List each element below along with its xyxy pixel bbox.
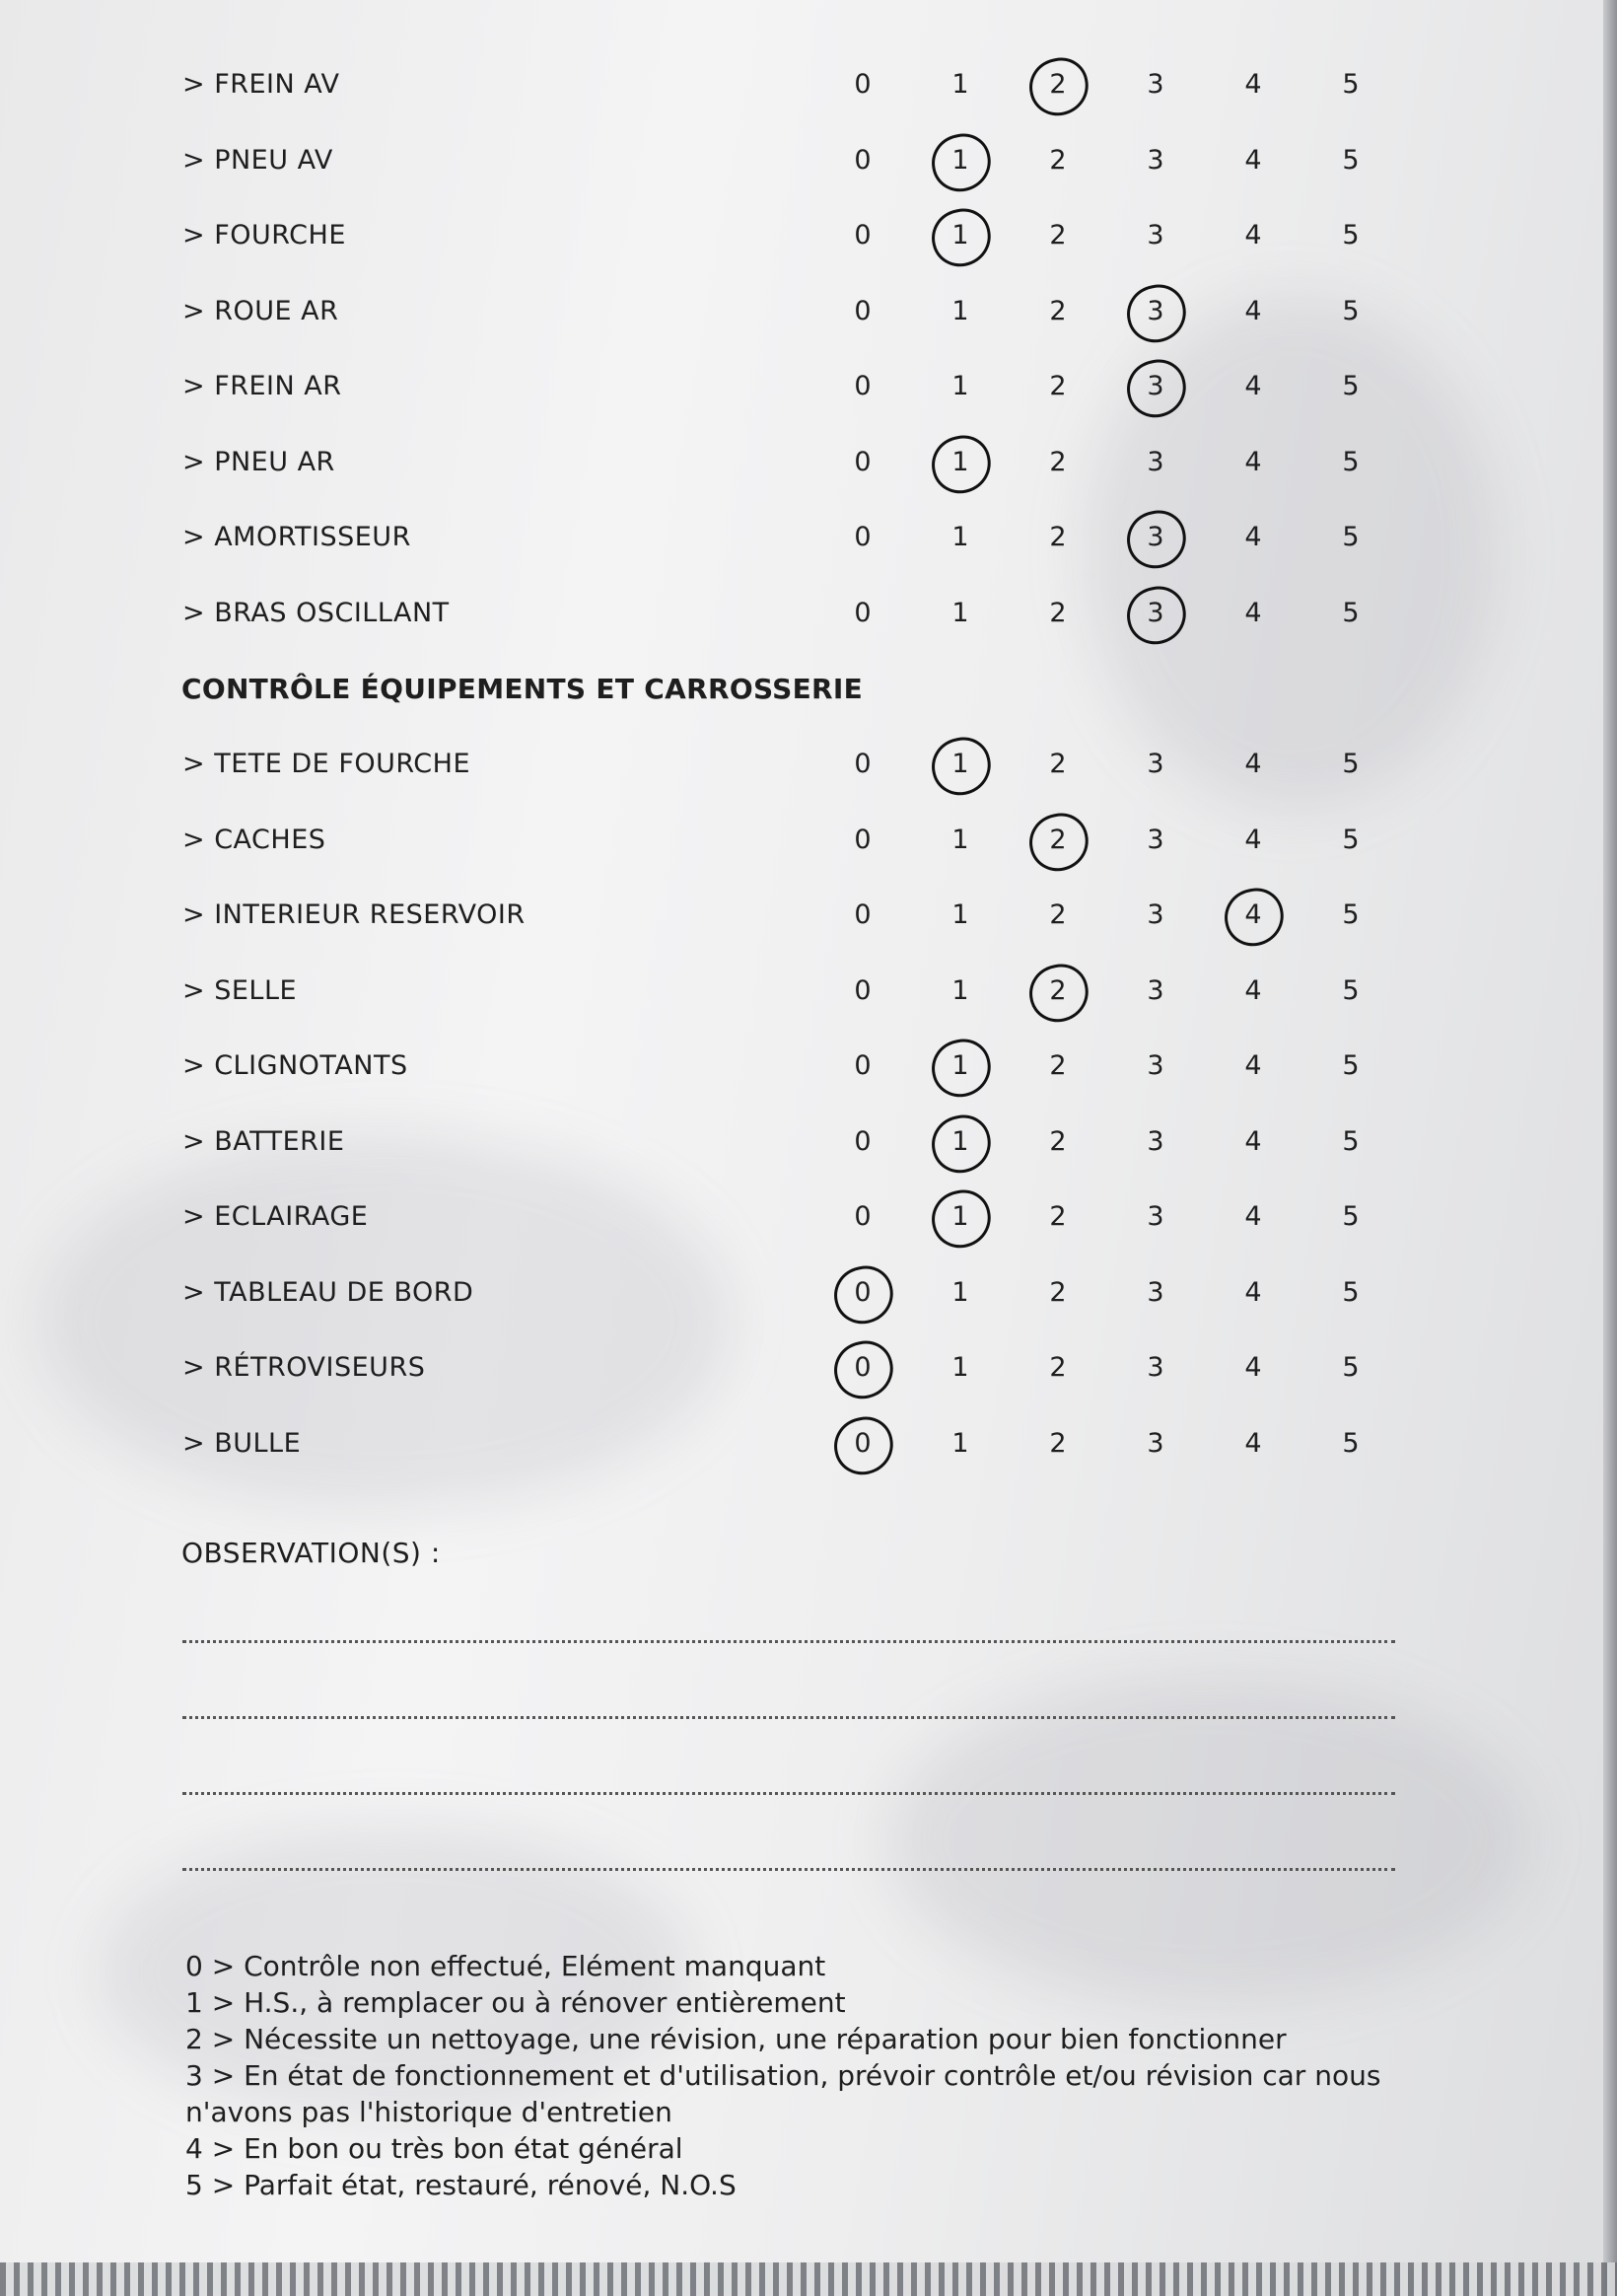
score-option[interactable]: 3 (1147, 69, 1164, 100)
rating-row (0, 1338, 1617, 1398)
score-option[interactable]: 2 (1049, 220, 1067, 251)
score-option[interactable]: 4 (1244, 1276, 1262, 1308)
legend-item: 2 > Nécessite un nettoyage, une révision, une réparation pour bien fonctionner (185, 2023, 1287, 2055)
score-option[interactable]: 5 (1342, 522, 1360, 552)
score-option[interactable]: 3 (1147, 220, 1164, 251)
score-option-circled[interactable]: 4 (1224, 886, 1283, 945)
row-label: > CLIGNOTANTS (182, 1050, 408, 1081)
score-option[interactable]: 3 (1147, 749, 1164, 779)
rating-row (0, 55, 1617, 114)
score-option[interactable]: 2 (1049, 1276, 1067, 1308)
score-option-circled[interactable]: 2 (1028, 811, 1088, 870)
rating-row (0, 886, 1617, 945)
score-option[interactable]: 4 (1244, 446, 1262, 477)
observation-line[interactable] (182, 1792, 1395, 1795)
observations-title: OBSERVATION(S) : (181, 1537, 441, 1569)
legend-item: 3 > En état de fonctionnement et d'utilisation, prévoir contrôle et/ou révision car nous n'avons pas l'historique d'entretien (185, 2059, 1381, 2128)
rating-row (0, 735, 1617, 794)
legend-item: 4 > En bon ou très bon état général (185, 2132, 683, 2165)
score-option[interactable]: 0 (854, 899, 872, 930)
score-option[interactable]: 0 (854, 1125, 872, 1157)
rating-row (0, 1187, 1617, 1247)
observation-line[interactable] (182, 1716, 1395, 1719)
score-option[interactable]: 4 (1244, 1201, 1262, 1232)
score-option[interactable]: 3 (1147, 1201, 1164, 1232)
score-option[interactable]: 0 (854, 144, 872, 176)
row-label: > BULLE (182, 1427, 302, 1459)
rating-row (0, 962, 1617, 1021)
score-option[interactable]: 2 (1049, 899, 1067, 930)
score-option-circled[interactable]: 0 (833, 1338, 892, 1398)
score-option[interactable]: 4 (1244, 1352, 1262, 1383)
score-option[interactable]: 4 (1244, 824, 1262, 855)
row-label: > TABLEAU DE BORD (182, 1276, 474, 1308)
score-option-circled[interactable]: 1 (931, 433, 990, 492)
score-option[interactable]: 3 (1147, 1352, 1164, 1383)
score-option[interactable]: 5 (1342, 220, 1360, 251)
score-option[interactable]: 5 (1342, 899, 1360, 930)
score-option[interactable]: 5 (1342, 1050, 1360, 1081)
rating-row (0, 508, 1617, 567)
score-option[interactable]: 2 (1049, 1125, 1067, 1157)
score-option[interactable]: 0 (854, 749, 872, 779)
score-option[interactable]: 2 (1049, 144, 1067, 176)
score-option[interactable]: 4 (1244, 220, 1262, 251)
score-option-circled[interactable]: 3 (1126, 584, 1185, 643)
score-option[interactable]: 1 (951, 974, 969, 1006)
score-option[interactable]: 4 (1244, 1050, 1262, 1081)
score-option-circled[interactable]: 1 (931, 735, 990, 794)
row-label: > FREIN AV (182, 69, 340, 100)
score-option-circled[interactable]: 3 (1126, 508, 1185, 567)
rating-row (0, 1263, 1617, 1323)
legend-item: 5 > Parfait état, restauré, rénové, N.O.S (185, 2169, 737, 2201)
score-option[interactable]: 5 (1342, 1352, 1360, 1383)
score-option[interactable]: 2 (1049, 597, 1067, 628)
rating-row (0, 811, 1617, 870)
score-option[interactable]: 5 (1342, 371, 1360, 401)
score-option[interactable]: 3 (1147, 899, 1164, 930)
score-option-circled[interactable]: 1 (931, 1187, 990, 1247)
score-option-circled[interactable]: 0 (833, 1263, 892, 1323)
row-label: > ECLAIRAGE (182, 1201, 369, 1232)
score-option[interactable]: 3 (1147, 974, 1164, 1006)
rating-row (0, 206, 1617, 265)
section-title: CONTRÔLE ÉQUIPEMENTS ET CARROSSERIE (181, 673, 864, 705)
row-label: > INTERIEUR RESERVOIR (182, 899, 526, 930)
row-label: > BRAS OSCILLANT (182, 597, 450, 628)
score-option[interactable]: 2 (1049, 1352, 1067, 1383)
score-option[interactable]: 2 (1049, 295, 1067, 326)
score-option[interactable]: 0 (854, 69, 872, 100)
score-option[interactable]: 5 (1342, 1276, 1360, 1308)
score-option[interactable]: 3 (1147, 1125, 1164, 1157)
score-option[interactable]: 3 (1147, 446, 1164, 477)
score-option[interactable]: 5 (1342, 144, 1360, 176)
row-label: > SELLE (182, 974, 298, 1006)
score-option[interactable]: 0 (854, 824, 872, 855)
score-option[interactable]: 2 (1049, 446, 1067, 477)
score-option[interactable]: 4 (1244, 371, 1262, 401)
score-option[interactable]: 2 (1049, 1050, 1067, 1081)
score-option[interactable]: 5 (1342, 1427, 1360, 1459)
rating-row (0, 584, 1617, 643)
row-label: > PNEU AV (182, 144, 333, 176)
score-option[interactable]: 3 (1147, 144, 1164, 176)
score-option[interactable]: 1 (951, 69, 969, 100)
score-option-circled[interactable]: 1 (931, 1112, 990, 1172)
score-option[interactable]: 3 (1147, 1427, 1164, 1459)
score-option[interactable]: 3 (1147, 824, 1164, 855)
rating-row (0, 433, 1617, 492)
score-option[interactable]: 0 (854, 522, 872, 552)
score-option[interactable]: 0 (854, 1050, 872, 1081)
observation-line[interactable] (182, 1640, 1395, 1643)
score-option[interactable]: 0 (854, 371, 872, 401)
row-label: > AMORTISSEUR (182, 522, 411, 552)
score-option-circled[interactable]: 1 (931, 206, 990, 265)
score-option[interactable]: 5 (1342, 69, 1360, 100)
score-option[interactable]: 0 (854, 295, 872, 326)
row-label: > ROUE AR (182, 295, 339, 326)
rating-row (0, 131, 1617, 190)
row-label: > CACHES (182, 824, 326, 855)
row-label: > RÉTROVISEURS (182, 1352, 426, 1383)
score-option[interactable]: 5 (1342, 974, 1360, 1006)
score-option[interactable]: 4 (1244, 974, 1262, 1006)
score-option[interactable]: 0 (854, 597, 872, 628)
score-option[interactable]: 5 (1342, 824, 1360, 855)
score-option[interactable]: 4 (1244, 144, 1262, 176)
score-option-circled[interactable]: 1 (931, 131, 990, 190)
score-option[interactable]: 0 (854, 974, 872, 1006)
score-option[interactable]: 2 (1049, 749, 1067, 779)
score-option[interactable]: 3 (1147, 1276, 1164, 1308)
score-option[interactable]: 1 (951, 295, 969, 326)
rating-row (0, 282, 1617, 341)
score-option[interactable]: 1 (951, 371, 969, 401)
score-option[interactable]: 1 (951, 1276, 969, 1308)
score-option[interactable]: 0 (854, 446, 872, 477)
score-option[interactable]: 2 (1049, 1201, 1067, 1232)
score-option[interactable]: 5 (1342, 295, 1360, 326)
score-option[interactable]: 1 (951, 824, 969, 855)
row-label: > PNEU AR (182, 446, 335, 477)
score-option[interactable]: 0 (854, 220, 872, 251)
row-label: > TETE DE FOURCHE (182, 749, 470, 779)
score-option[interactable]: 4 (1244, 1125, 1262, 1157)
score-option[interactable]: 5 (1342, 1125, 1360, 1157)
score-option[interactable]: 1 (951, 1427, 969, 1459)
score-option-circled[interactable]: 1 (931, 1037, 990, 1096)
score-option[interactable]: 2 (1049, 1427, 1067, 1459)
score-option[interactable]: 4 (1244, 522, 1262, 552)
score-option[interactable]: 1 (951, 1352, 969, 1383)
rating-row (0, 1112, 1617, 1172)
legend-item: 0 > Contrôle non effectué, Elément manquant (185, 1950, 826, 1982)
observation-line[interactable] (182, 1868, 1395, 1871)
row-label: > BATTERIE (182, 1125, 345, 1157)
score-option[interactable]: 1 (951, 899, 969, 930)
score-option[interactable]: 5 (1342, 446, 1360, 477)
score-option[interactable]: 2 (1049, 522, 1067, 552)
score-option[interactable]: 1 (951, 597, 969, 628)
score-option[interactable]: 3 (1147, 1050, 1164, 1081)
rating-row (0, 357, 1617, 416)
score-option-circled[interactable]: 3 (1126, 282, 1185, 341)
binder-perforation (0, 2262, 1617, 2296)
score-option-circled[interactable]: 2 (1028, 55, 1088, 114)
score-option[interactable]: 4 (1244, 69, 1262, 100)
score-option[interactable]: 4 (1244, 749, 1262, 779)
legend-item: 1 > H.S., à remplacer ou à rénover entièrement (185, 1986, 846, 2019)
score-option-circled[interactable]: 2 (1028, 962, 1088, 1021)
rating-row (0, 1037, 1617, 1096)
rating-legend (185, 1948, 1418, 2203)
score-option[interactable]: 5 (1342, 1201, 1360, 1232)
row-label: > FREIN AR (182, 371, 342, 401)
score-option[interactable]: 4 (1244, 1427, 1262, 1459)
score-option[interactable]: 4 (1244, 295, 1262, 326)
score-option-circled[interactable]: 0 (833, 1414, 892, 1473)
rating-row (0, 1414, 1617, 1473)
row-label: > FOURCHE (182, 220, 346, 251)
score-option[interactable]: 5 (1342, 597, 1360, 628)
score-option[interactable]: 1 (951, 522, 969, 552)
score-option[interactable]: 4 (1244, 597, 1262, 628)
score-option-circled[interactable]: 3 (1126, 357, 1185, 416)
score-option[interactable]: 5 (1342, 749, 1360, 779)
score-option[interactable]: 2 (1049, 371, 1067, 401)
score-option[interactable]: 0 (854, 1201, 872, 1232)
